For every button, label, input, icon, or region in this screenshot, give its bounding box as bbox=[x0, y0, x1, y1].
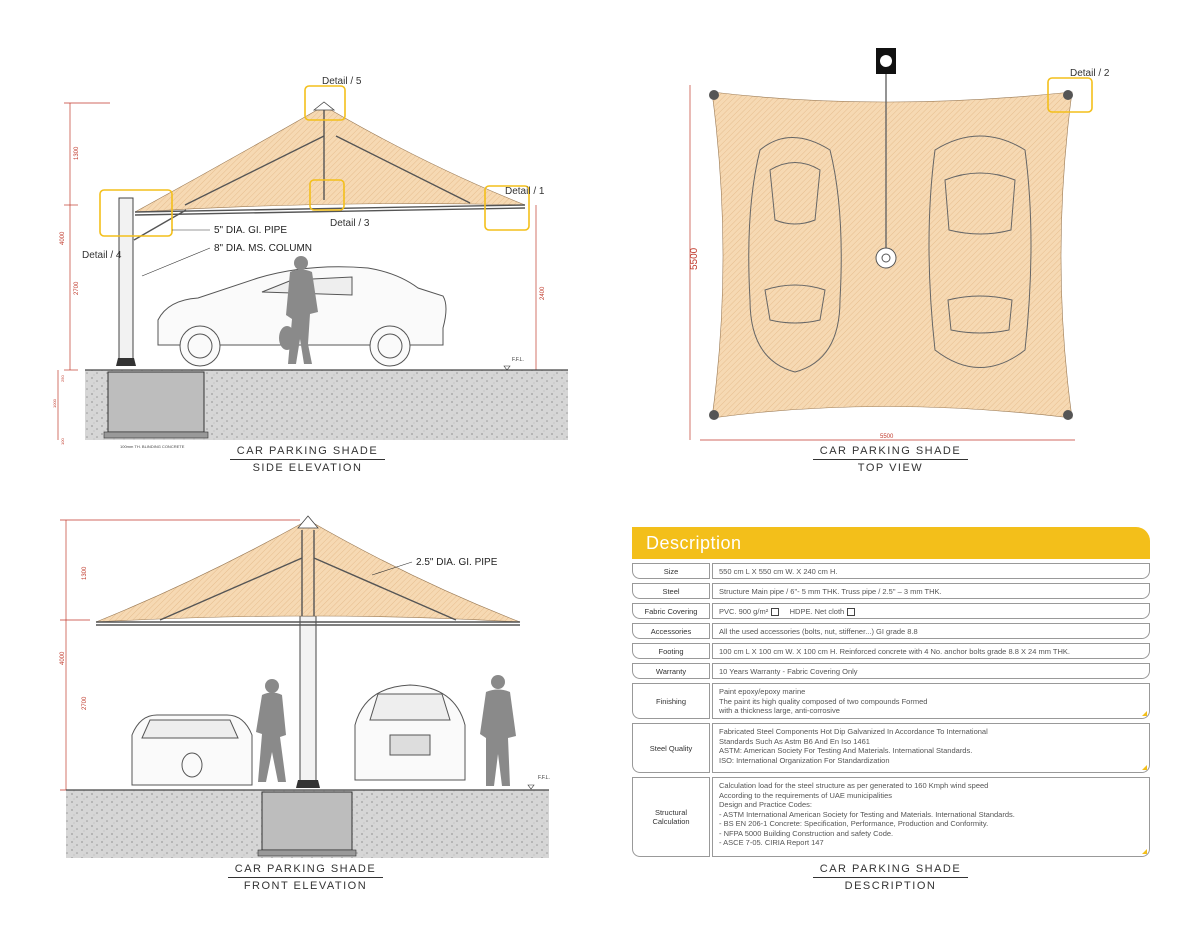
front-footing bbox=[262, 792, 352, 850]
top-detail2-label: Detail / 2 bbox=[1070, 68, 1110, 79]
row-footing-value: 100 cm L X 100 cm W. X 100 cm H. Reinforced concrete with 4 No. anchor bolts grade 8.8 X 24 mm THK. bbox=[712, 643, 1150, 659]
side-elevation-subtitle: SIDE ELEVATION bbox=[252, 462, 363, 474]
description-caption-subtitle: DESCRIPTION bbox=[844, 880, 937, 892]
front-column bbox=[300, 616, 316, 786]
side-detail4-box bbox=[100, 190, 172, 236]
row-fabric-value bbox=[712, 603, 1150, 619]
row-accessories-value: All the used accessories (bolts, nut, stiffener...) GI grade 8.8 bbox=[712, 623, 1150, 639]
structural-line-5: - BS EN 206-1 Concrete: Specification, Performance, Production and Conformity. bbox=[719, 819, 989, 828]
side-footing bbox=[108, 372, 204, 432]
side-dim-f1: 250 bbox=[60, 375, 65, 382]
side-footing-note: 100mm TH. BLINDING CONCRETE bbox=[120, 444, 185, 449]
row-steel-quality-label: Steel Quality bbox=[632, 723, 710, 773]
front-car-left bbox=[132, 715, 252, 785]
row-size-value: 550 cm L X 550 cm W. X 240 cm H. bbox=[712, 563, 1150, 579]
front-person-left bbox=[256, 679, 286, 782]
front-dim-upper: 1300 bbox=[82, 566, 88, 580]
description-caption bbox=[813, 863, 968, 892]
row-size-label: Size bbox=[632, 563, 710, 579]
finishing-line-1: Paint epoxy/epoxy marine bbox=[719, 687, 806, 696]
description-panel bbox=[632, 527, 1152, 862]
front-elevation-subtitle: FRONT ELEVATION bbox=[243, 880, 368, 892]
description-caption-title: CAR PARKING SHADE bbox=[813, 863, 968, 878]
front-ffl: F.F.L. bbox=[538, 775, 550, 781]
fabric-hdpe-checkbox bbox=[847, 608, 855, 616]
top-view-caption bbox=[813, 445, 968, 474]
side-column-label: 8" DIA. MS. COLUMN bbox=[214, 243, 313, 254]
description-header bbox=[632, 527, 1150, 559]
finishing-line-3: with a thickness large, anti-corrosive bbox=[719, 706, 840, 715]
row-accessories bbox=[632, 623, 1150, 639]
front-elevation-caption bbox=[228, 863, 383, 892]
row-accessories-label: Accessories bbox=[632, 623, 710, 639]
row-structural bbox=[632, 777, 1150, 857]
quality-line-3: ASTM: American Society For Testing And Materials. International Standards. bbox=[719, 746, 973, 755]
quality-line-2: Standards Such As Astm B6 And En Iso 1461 bbox=[719, 736, 870, 746]
side-elevation-title: CAR PARKING SHADE bbox=[230, 445, 385, 460]
quality-line-4: ISO: International Organization For Standardization bbox=[719, 755, 890, 765]
top-view-subtitle: TOP VIEW bbox=[857, 462, 924, 474]
side-elevation-caption bbox=[230, 445, 385, 474]
front-car-right bbox=[355, 685, 465, 780]
fabric-pvc-checkbox bbox=[771, 608, 779, 616]
structural-label-2: Calculation bbox=[652, 817, 690, 826]
side-ffl: F.F.L. bbox=[512, 357, 524, 363]
quality-line-1: Fabricated Steel Components Hot Dip Galvanized In Accordance To International bbox=[719, 727, 988, 736]
side-dim-total: 4000 bbox=[60, 231, 66, 245]
front-elevation-title: CAR PARKING SHADE bbox=[228, 863, 383, 878]
row-steel-quality bbox=[632, 723, 1150, 773]
side-elevation bbox=[52, 76, 568, 449]
row-footing-label: Footing bbox=[632, 643, 710, 659]
front-dim-total: 4000 bbox=[60, 651, 66, 665]
row-size bbox=[632, 563, 1150, 579]
front-dim-lower: 2700 bbox=[82, 696, 88, 710]
front-elevation bbox=[60, 516, 550, 858]
row-steel bbox=[632, 583, 1150, 599]
side-detail4-label: Detail / 4 bbox=[82, 250, 122, 261]
row-steel-label: Steel bbox=[632, 583, 710, 599]
top-dim-height: 5500 bbox=[689, 247, 700, 270]
side-dim-upper: 1300 bbox=[74, 146, 80, 160]
side-dim-lower: 2700 bbox=[74, 281, 80, 295]
top-column bbox=[876, 248, 896, 268]
top-view bbox=[689, 48, 1110, 440]
side-dim-f2: 1000 bbox=[52, 399, 57, 408]
front-person-right bbox=[480, 675, 516, 786]
top-dim-width: 5500 bbox=[880, 434, 894, 440]
side-fabric bbox=[135, 106, 525, 212]
structural-line-2: According to the requirements of UAE municipalities bbox=[719, 790, 892, 800]
row-fabric-label: Fabric Covering bbox=[632, 603, 710, 619]
structural-line-4: - ASTM International American Society for Testing and Materials. International Standards. bbox=[719, 809, 1015, 819]
row-warranty-value: 10 Years Warranty - Fabric Covering Only bbox=[712, 663, 1150, 679]
side-column bbox=[119, 198, 133, 364]
front-fabric bbox=[96, 520, 520, 622]
description-header-text: Description bbox=[646, 533, 742, 553]
side-dim-right: 2400 bbox=[540, 286, 546, 300]
row-fabric bbox=[632, 603, 1150, 619]
structural-line-3: Design and Practice Codes: bbox=[719, 800, 812, 809]
row-finishing bbox=[632, 683, 1150, 719]
row-steel-value: Structure Main pipe / 6"- 5 mm THK. Truss pipe / 2.5" – 3 mm THK. bbox=[712, 583, 1150, 599]
side-detail5-label: Detail / 5 bbox=[322, 76, 362, 87]
structural-label-1: Structural bbox=[654, 808, 688, 817]
row-finishing-label: Finishing bbox=[632, 683, 710, 719]
side-pipe-label: 5" DIA. GI. PIPE bbox=[214, 225, 288, 236]
front-pipe-label: 2.5" DIA. GI. PIPE bbox=[416, 557, 498, 568]
top-view-title: CAR PARKING SHADE bbox=[813, 445, 968, 460]
row-structural-label bbox=[632, 777, 710, 857]
structural-line-1: Calculation load for the steel structure as per generated to 160 Kmph wind speed bbox=[719, 781, 989, 790]
row-warranty-label: Warranty bbox=[632, 663, 710, 679]
row-steel-quality-value bbox=[712, 723, 1150, 773]
row-finishing-value bbox=[712, 683, 1150, 719]
side-dim-f3: 100 bbox=[60, 438, 65, 445]
row-structural-value bbox=[712, 777, 1150, 857]
side-detail3-label: Detail / 3 bbox=[330, 218, 370, 229]
row-footing bbox=[632, 643, 1150, 659]
fabric-pvc-text: PVC. 900 g/m² bbox=[719, 607, 769, 616]
fabric-hdpe-text: HDPE. Net cloth bbox=[789, 607, 845, 616]
row-warranty bbox=[632, 663, 1150, 679]
side-detail1-label: Detail / 1 bbox=[505, 186, 545, 197]
finishing-line-2: The paint its high quality composed of two compounds Formed bbox=[719, 696, 928, 706]
structural-line-6: - NFPA 5000 Building Construction and safety Code. bbox=[719, 828, 894, 838]
structural-line-7: - ASCE 7-05. CIRIA Report 147 bbox=[719, 838, 824, 847]
